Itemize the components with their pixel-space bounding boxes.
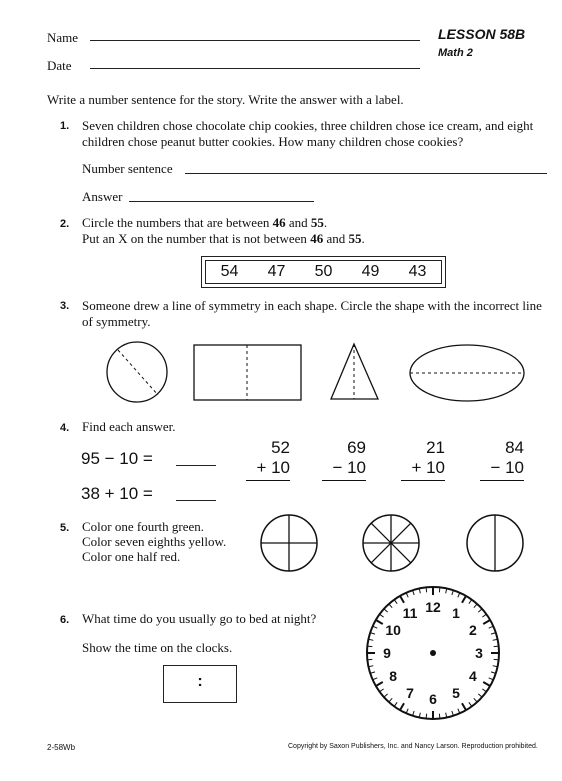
horizontal-problem-2: 38 + 10 = bbox=[81, 484, 153, 503]
triangle-shape[interactable] bbox=[331, 344, 378, 399]
minute-tick bbox=[469, 600, 472, 604]
minute-tick bbox=[367, 659, 372, 660]
q2-line2 bbox=[82, 231, 365, 247]
rectangle-shape[interactable] bbox=[194, 345, 301, 400]
answer-bar[interactable] bbox=[246, 480, 290, 481]
answer-bar[interactable] bbox=[322, 480, 366, 481]
q1-sentence-label: Number sentence bbox=[82, 161, 173, 176]
minute-tick bbox=[426, 714, 427, 719]
number-box bbox=[201, 256, 446, 288]
minute-tick bbox=[469, 702, 472, 706]
minute-tick bbox=[489, 678, 494, 680]
number-choice[interactable]: 47 bbox=[267, 263, 286, 280]
vertical-top: 84 bbox=[505, 438, 524, 457]
horizontal-answer-2[interactable] bbox=[176, 500, 216, 501]
vertical-problem-3 bbox=[401, 438, 445, 481]
date-line[interactable] bbox=[90, 68, 420, 69]
vertical-problem-4 bbox=[480, 438, 524, 481]
q5-line: Color one fourth green. bbox=[82, 519, 205, 534]
q2-line1-a: 46 bbox=[272, 215, 286, 230]
q6-instruction: Show the time on the clocks. bbox=[82, 640, 233, 655]
minute-tick bbox=[474, 604, 477, 608]
circle-fourths[interactable] bbox=[261, 515, 317, 571]
minute-tick bbox=[400, 596, 404, 603]
minute-tick bbox=[406, 709, 408, 714]
minute-tick bbox=[380, 689, 384, 692]
q1-sentence-line[interactable] bbox=[185, 173, 547, 174]
minute-tick bbox=[494, 659, 499, 660]
clock-number: 8 bbox=[389, 668, 398, 684]
vertical-bottom: + 10 bbox=[256, 458, 290, 477]
q2-line2-end: . bbox=[361, 231, 365, 246]
minute-tick bbox=[482, 689, 486, 692]
circle-shape[interactable] bbox=[107, 342, 167, 402]
oval-shape[interactable] bbox=[410, 345, 524, 401]
answer-bar[interactable] bbox=[480, 480, 524, 481]
q4-text: Find each answer. bbox=[82, 419, 176, 434]
minute-tick bbox=[482, 614, 486, 617]
q5-instructions bbox=[82, 519, 226, 564]
minute-tick bbox=[483, 682, 490, 686]
number-choice[interactable]: 54 bbox=[220, 263, 239, 280]
number-choice[interactable]: 43 bbox=[408, 263, 427, 280]
q2-line1-b: 55 bbox=[310, 215, 324, 230]
vertical-top: 21 bbox=[426, 438, 445, 457]
q2-line2-a: 46 bbox=[310, 231, 324, 246]
q2-line2-b: 55 bbox=[348, 231, 362, 246]
minute-tick bbox=[373, 626, 378, 628]
clock-number: 11 bbox=[402, 605, 418, 622]
clock-number: 1 bbox=[452, 605, 460, 622]
instructions: Write a number sentence for the story. Write the answer with a label. bbox=[47, 92, 404, 107]
q2-line2-pre: Put an X on the number that is not between bbox=[82, 231, 311, 246]
vertical-bottom: − 10 bbox=[490, 458, 524, 477]
q2-line1-end: . bbox=[323, 215, 328, 230]
minute-tick bbox=[494, 646, 499, 647]
name-line[interactable] bbox=[90, 40, 420, 41]
minute-tick bbox=[376, 620, 383, 624]
vertical-top: 52 bbox=[271, 438, 290, 457]
clock-number: 6 bbox=[429, 691, 437, 707]
minute-tick bbox=[439, 714, 440, 719]
q1-number: 1. bbox=[60, 120, 70, 132]
vertical-problem-2 bbox=[322, 438, 366, 481]
minute-tick bbox=[439, 587, 440, 592]
minute-tick bbox=[394, 702, 397, 706]
minute-tick bbox=[384, 609, 388, 612]
clock-number: 5 bbox=[452, 684, 460, 701]
answer-bar[interactable] bbox=[401, 480, 445, 481]
minute-tick bbox=[389, 698, 392, 702]
q2-line1 bbox=[82, 215, 327, 231]
circle-eighths[interactable] bbox=[363, 515, 419, 571]
q1-answer-label: Answer bbox=[82, 189, 123, 204]
minute-tick bbox=[384, 694, 388, 697]
minute-tick bbox=[458, 709, 460, 714]
minute-tick bbox=[426, 587, 427, 592]
q2-line2-mid: and bbox=[323, 231, 349, 246]
number-choice[interactable]: 49 bbox=[361, 263, 380, 280]
clock-number: 9 bbox=[383, 645, 391, 661]
q3-number: 3. bbox=[60, 300, 70, 312]
q1-answer-line[interactable] bbox=[129, 201, 314, 202]
digital-colon: : bbox=[197, 673, 203, 690]
subtitle: Math 2 bbox=[438, 47, 473, 59]
clock-number: 4 bbox=[468, 668, 477, 684]
horizontal-answer-1[interactable] bbox=[176, 465, 216, 466]
vertical-bottom: + 10 bbox=[411, 458, 445, 477]
footer-copyright: Copyright by Saxon Publishers, Inc. and Nancy Larson. Reproduction prohibited. bbox=[288, 743, 538, 750]
q2-line1-mid: and bbox=[285, 215, 311, 230]
circle-halves[interactable] bbox=[467, 515, 523, 571]
clock-number: 12 bbox=[425, 599, 441, 615]
minute-tick bbox=[389, 604, 392, 608]
q6-question: What time do you usually go to bed at night? bbox=[82, 611, 317, 626]
clock-number: 7 bbox=[406, 684, 414, 701]
symmetry-shapes bbox=[0, 335, 562, 405]
minute-tick bbox=[474, 698, 477, 702]
q4-number: 4. bbox=[60, 422, 70, 434]
number-choice[interactable]: 50 bbox=[314, 263, 333, 280]
vertical-bottom: − 10 bbox=[332, 458, 366, 477]
q5-number: 5. bbox=[60, 522, 70, 534]
minute-tick bbox=[458, 593, 460, 598]
clock-center-dot bbox=[430, 650, 436, 656]
q3-text: Someone drew a line of symmetry in each shape. Circle the shape with the incorrect line of symmetry. bbox=[82, 298, 542, 329]
minute-tick bbox=[462, 596, 466, 603]
minute-tick bbox=[478, 694, 482, 697]
q5-line: Color one half red. bbox=[82, 549, 181, 564]
clock-number: 2 bbox=[468, 622, 477, 638]
minute-tick bbox=[373, 678, 378, 680]
analog-clock[interactable] bbox=[360, 580, 506, 726]
minute-tick bbox=[376, 682, 383, 686]
minute-tick bbox=[478, 609, 482, 612]
minute-tick bbox=[483, 620, 490, 624]
lesson-title: LESSON 58B bbox=[438, 26, 526, 42]
minute-tick bbox=[380, 614, 384, 617]
q2-number: 2. bbox=[60, 218, 70, 230]
minute-tick bbox=[400, 703, 404, 710]
q6-number: 6. bbox=[60, 614, 70, 626]
digital-clock[interactable] bbox=[163, 665, 237, 703]
minute-tick bbox=[406, 593, 408, 598]
vertical-top: 69 bbox=[347, 438, 366, 457]
minute-tick bbox=[462, 703, 466, 710]
name-label: Name bbox=[47, 30, 79, 45]
minute-tick bbox=[367, 646, 372, 647]
vertical-problem-1 bbox=[246, 438, 290, 481]
fraction-circles bbox=[250, 510, 540, 580]
horizontal-problem-1: 95 − 10 = bbox=[81, 449, 153, 468]
clock-number: 10 bbox=[385, 622, 401, 638]
footer-code: 2-58Wb bbox=[47, 743, 76, 752]
minute-tick bbox=[489, 626, 494, 628]
minute-tick bbox=[394, 600, 397, 604]
q2-line1-pre: Circle the numbers that are between bbox=[82, 215, 273, 230]
date-label: Date bbox=[47, 58, 72, 73]
q5-line: Color seven eighths yellow. bbox=[82, 534, 227, 549]
q1-text: Seven children chose chocolate chip cookies, three children chose ice cream, and eight children chose peanut butter cookies. How many children chose cookies? bbox=[82, 118, 534, 149]
clock-number: 3 bbox=[475, 645, 483, 661]
